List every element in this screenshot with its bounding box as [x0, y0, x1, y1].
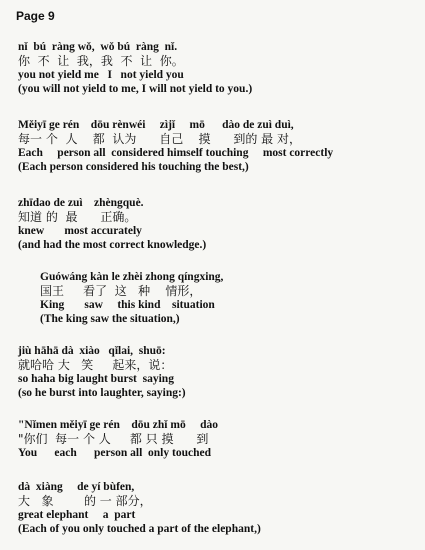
page-number: Page 9	[16, 9, 55, 23]
pinyin-line: Guówáng kàn le zhèi zhong qíngxing,	[40, 271, 224, 283]
gloss-line: you not yield me I not yield you	[18, 69, 184, 81]
hanzi-line: 每一 个 人 都 认为 自己 摸 到的 最 对，	[18, 132, 301, 146]
translation-line: (Each of you only touched a part of the elephant,)	[18, 523, 261, 535]
hanzi-line: 国王 看了 这 种 情形，	[40, 284, 202, 298]
gloss-line: knew most accurately	[18, 225, 142, 237]
stanza-2	[18, 118, 418, 174]
translation-line: (The king saw the situation,)	[40, 313, 180, 325]
pinyin-line: zhīdao de zuì zhèngquè.	[18, 197, 144, 209]
hanzi-line: "你们 每一 个 人 都 只 摸 到	[18, 432, 209, 446]
gloss-line: so haha big laught burst saying	[18, 373, 174, 385]
pinyin-line: dà xiàng de yí bùfen,	[18, 481, 135, 493]
stanza-6	[18, 418, 418, 460]
hanzi-line: 知道 的 最 正确。	[18, 210, 137, 224]
stanza-4	[40, 270, 425, 326]
stanza-1	[18, 40, 418, 96]
pinyin-line: "Nǐmen měiyī ge rén dōu zhǐ mō dào	[18, 419, 218, 431]
pinyin-line: jiù hāhā dà xiào qǐlai, shuō:	[18, 345, 166, 357]
pinyin-line: Měiyī ge rén dōu rènwéi zìjǐ mō dào de zuì duì,	[18, 119, 294, 131]
hanzi-line: 大 象 的 一 部分，	[18, 494, 152, 508]
stanza-7	[18, 480, 418, 536]
hanzi-line: 你 不 让 我，我 不 让 你。	[18, 54, 184, 68]
stanza-3	[18, 196, 418, 252]
translation-line: (Each person considered his touching the best,)	[18, 161, 249, 173]
stanza-5	[18, 344, 418, 400]
hanzi-line: 就哈哈 大 笑 起来，说：	[18, 358, 173, 372]
translation-line: (so he burst into laughter, saying:)	[18, 387, 186, 399]
gloss-line: King saw this kind situation	[40, 299, 215, 311]
translation-line: (you will not yield to me, I will not yield to you.)	[18, 83, 253, 95]
gloss-line: You each person all only touched	[18, 447, 211, 459]
gloss-line: great elephant a part	[18, 509, 136, 521]
pinyin-line: nǐ bú ràng wǒ, wǒ bú ràng nǐ.	[18, 41, 178, 53]
translation-line: (and had the most correct knowledge.)	[18, 239, 207, 251]
gloss-line: Each person all considered himself touching most correctly	[18, 147, 334, 159]
